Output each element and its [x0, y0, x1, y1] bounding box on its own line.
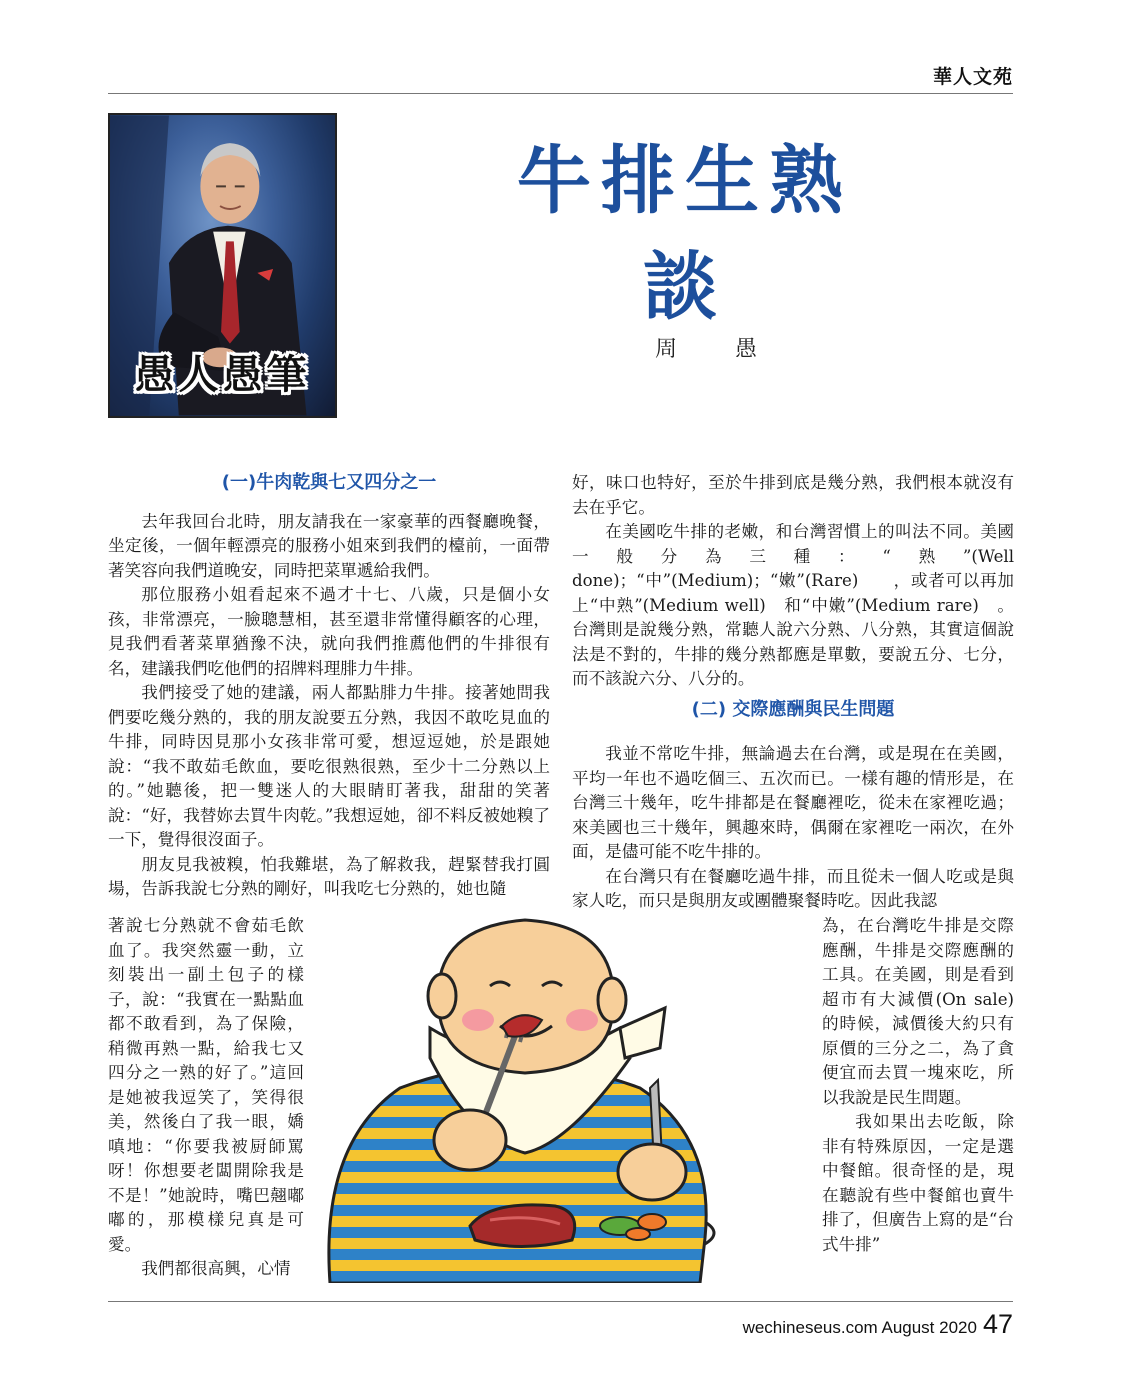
steak-eater-illustration: [320, 908, 720, 1283]
column-name-label: 愚人愚筆: [134, 351, 311, 398]
paragraph: 好，味口也特好，至於牛排到底是幾分熟，我們根本就沒有去在乎它。: [572, 473, 1014, 517]
paragraph: 我們接受了她的建議，兩人都點腓力牛排。接著她問我們要吃幾分熟的，我的朋友說要五分熟，我因不敢吃見血的牛排，同時因見那小女孩非常可愛，想逗逗她，於是跟她說：“我不敢茹毛飲血，要吃很熟很熟，至少十二分熟以上的。”她聽後，把一雙迷人的大眼睛盯著我，甜甜的笑著說：“好，我替妳去買牛肉乾。”我想逗她，卻不料反被她糗了一下，覺得很沒面子。: [108, 683, 550, 849]
paragraph: 去年我回台北時，朋友請我在一家豪華的西餐廳晚餐，坐定後，一個年輕漂亮的服務小姐來到我們的檯前，一面帶著笑容向我們道晚安，同時把菜單遞給我們。: [108, 511, 550, 580]
author-photo: [108, 113, 337, 418]
page-number: 47: [982, 1309, 1013, 1339]
footer-site-date: wechineseus.com August 2020: [742, 1318, 977, 1337]
paragraph: 那位服務小姐看起來不過才十七、八歲，只是個小女孩，非常漂亮，一臉聰慧相，甚至還非常懂得顧客的心理，見我們看著菜單猶豫不決，就向我們推薦他們的牛排很有名，建議我們吃他們的招牌料理腓力牛排。: [108, 585, 550, 678]
paragraph: 朋友見我被糗，怕我難堪，為了解救我，趕緊替我打圓場，告訴我說七分熟的剛好，叫我吃七分熟的，她也隨: [108, 854, 550, 898]
page-footer: [743, 1309, 1013, 1340]
paragraph: 在美國吃牛排的老嫩，和台灣習慣上的叫法不同。美國一般分為三種：“熟”(Well done)；“中”(Medium)；“嫩”(Rare) ，或者可以再加上“中熟”(Medium well) 和“中嫩”(Medium rare) 。台灣則是說幾分熟，常聽人說六分熟、八分熟，其實這個說法是不對的，牛排的幾分熟都應是單數，要說五分、七分，而不該說六分、八分的。: [572, 522, 1014, 688]
section-heading-2: (二) 交際應酬與民生問題: [691, 698, 895, 720]
wrap-text-right: [822, 914, 1014, 1257]
paragraph: 我如果出去吃飯，除非有特殊原因，一定是選中餐館。很奇怪的是，現在聽說有些中餐館也賣牛排了，但廣告上寫的是“台式牛排”: [822, 1112, 1014, 1254]
paragraph: 在台灣只有在餐廳吃過牛排，而且從未一個人吃或是與家人吃，而只是與朋友或團體聚餐時吃。因此我認: [572, 866, 1014, 910]
section-heading-1: (一)牛肉乾與七又四分之一: [221, 472, 437, 493]
wrap-text-left: [108, 914, 304, 1282]
paragraph: 為，在台灣吃牛排是交際應酬，牛排是交際應酬的工具。在美國，則是看到超市有大減價(On sale)的時候，減價後大約只有原價的三分之二，為了貪便宜而去買一塊來吃，所以我說是民生問題。: [822, 916, 1014, 1107]
header-rule: [108, 93, 1013, 94]
magazine-section-title: 華人文苑: [932, 66, 1013, 88]
article-title: 牛排生熟談: [517, 138, 853, 330]
article-column-left: [108, 471, 550, 902]
paragraph: 我並不常吃牛排，無論過去在台灣，或是現在在美國，平均一年也不過吃個三、五次而已。一樣有趣的情形是，在台灣三十幾年，吃牛排都是在餐廳裡吃，從未在家裡吃過；來美國也三十幾年，興趣來時，偶爾在家裡吃一兩次，在外面，是儘可能不吃牛排的。: [572, 744, 1014, 861]
footer-rule: [108, 1301, 1013, 1302]
paragraph: 我們都很高興，心情: [141, 1259, 291, 1278]
article-column-right: [572, 471, 1014, 914]
author-name: 周 愚: [655, 337, 776, 362]
paragraph: 著說七分熟就不會茹毛飲血了。我突然靈一動，立刻裝出一副土包子的樣子，說：“我實在一點點血都不敢看到，為了保險，稍微再熟一點，給我七又四分之一熟的好了。”這回是她被我逗笑了，笑得很美，然後白了我一眼，嬌嗔地：“你要我被厨師罵呀！你想要老闆開除我是不是！”她說時，嘴巴翹嘟嘟的，那模樣兒真是可愛。: [108, 916, 304, 1254]
